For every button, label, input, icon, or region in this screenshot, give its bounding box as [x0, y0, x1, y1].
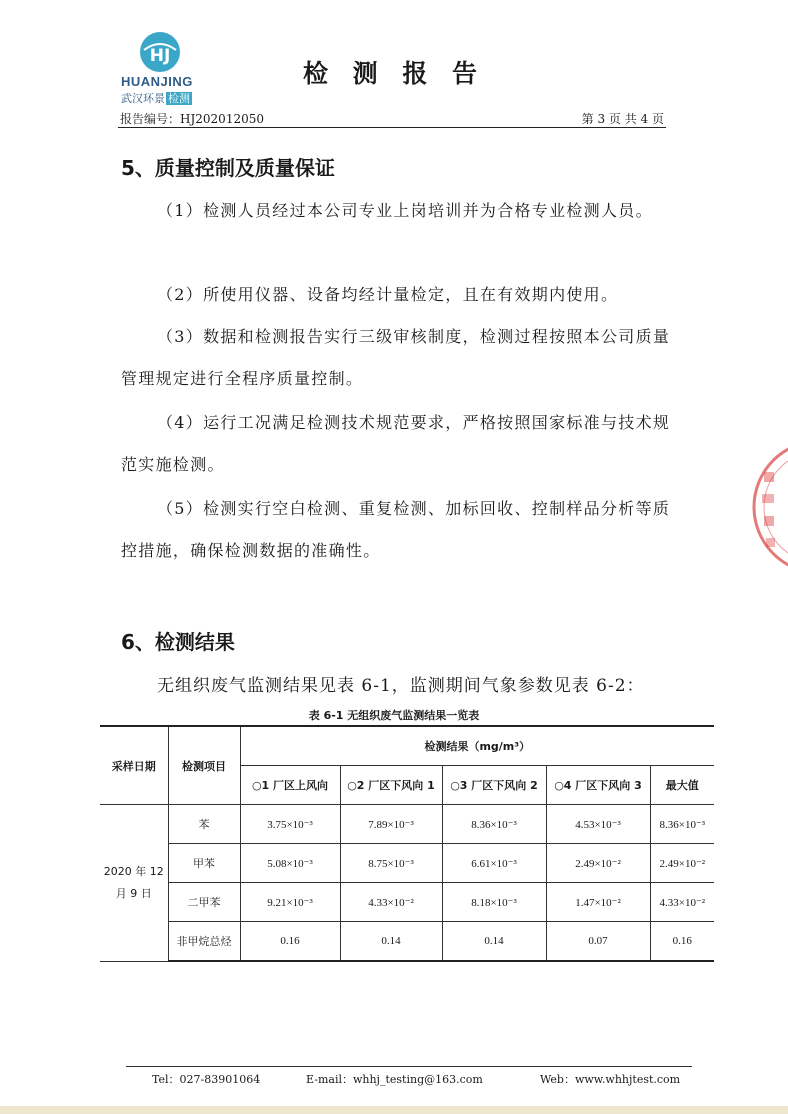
- scan-edge: [0, 1106, 788, 1114]
- footer-divider: [126, 1066, 692, 1067]
- value-cell: 7.89×10⁻³: [340, 805, 442, 844]
- value-cell: 4.53×10⁻³: [546, 805, 650, 844]
- header-point-2: ○2 厂区下风向 1: [340, 766, 442, 805]
- table-row: [100, 922, 714, 962]
- footer-web: Web：www.whhjtest.com: [540, 1073, 681, 1086]
- footer-email: E-mail：whhj_testing@163.com: [306, 1073, 483, 1086]
- table-caption: 表 6-1 无组织废气监测结果一览表: [308, 709, 480, 722]
- logo-english-name: HUANJING: [121, 74, 193, 89]
- logo-tag: 检测: [168, 92, 190, 105]
- table-row: [100, 883, 714, 922]
- value-cell: 0.14: [340, 922, 442, 962]
- value-cell: 1.47×10⁻²: [546, 883, 650, 922]
- header-point-3: ○3 厂区下风向 2: [442, 766, 546, 805]
- item-cell: 非甲烷总烃: [168, 922, 240, 962]
- value-cell: 0.14: [442, 922, 546, 962]
- qc-paragraph-1: （1）检测人员经过本公司专业上岗培训并为合格专业检测人员。: [157, 201, 653, 220]
- results-table: [100, 725, 714, 962]
- value-cell: 0.16: [240, 922, 340, 962]
- value-cell: 3.75×10⁻³: [240, 805, 340, 844]
- header-max-value: 最大值: [650, 766, 714, 805]
- max-value-cell: 2.49×10⁻²: [650, 844, 714, 883]
- item-cell: 苯: [168, 805, 240, 844]
- max-value-cell: 0.16: [650, 922, 714, 962]
- logo-chinese-name: 武汉环景 检测: [121, 92, 190, 105]
- value-cell: 0.07: [546, 922, 650, 962]
- red-seal-icon: [750, 432, 788, 582]
- value-cell: 8.36×10⁻³: [442, 805, 546, 844]
- value-cell: 8.75×10⁻³: [340, 844, 442, 883]
- value-cell: 5.08×10⁻³: [240, 844, 340, 883]
- section-6-title: 6、检测结果: [121, 630, 235, 654]
- qc-paragraph-4: （4）运行工况满足检测技术规范要求，严格按照国家标准与技术规范实施检测。: [121, 413, 671, 474]
- document-title: 检 测 报 告: [302, 59, 486, 88]
- header-sampling-date: 采样日期: [100, 726, 168, 805]
- value-cell: 2.49×10⁻²: [546, 844, 650, 883]
- max-value-cell: 8.36×10⁻³: [650, 805, 714, 844]
- value-cell: 8.18×10⁻³: [442, 883, 546, 922]
- table-row: [100, 844, 714, 883]
- header-point-4: ○4 厂区下风向 3: [546, 766, 650, 805]
- sampling-date-cell: 2020 年 12 月 9 日: [100, 805, 168, 962]
- value-cell: 6.61×10⁻³: [442, 844, 546, 883]
- value-cell: 9.21×10⁻³: [240, 883, 340, 922]
- qc-paragraph-3: （3）数据和检测报告实行三级审核制度，检测过程按照本公司质量管理规定进行全程序质量控制。: [121, 327, 671, 388]
- header-test-item: 检测项目: [168, 726, 240, 805]
- page-number: 第 3 页 共 4 页: [581, 112, 664, 126]
- max-value-cell: 4.33×10⁻²: [650, 883, 714, 922]
- results-intro: 无组织废气监测结果见表 6-1，监测期间气象参数见表 6-2：: [157, 676, 645, 696]
- footer-tel: Tel：027-83901064: [152, 1073, 261, 1086]
- table-row: [100, 805, 714, 844]
- value-cell: 4.33×10⁻²: [340, 883, 442, 922]
- header-point-1: ○1 厂区上风向: [240, 766, 340, 805]
- svg-text:HJ: HJ: [149, 46, 171, 66]
- section-5-title: 5、质量控制及质量保证: [121, 156, 335, 180]
- item-cell: 甲苯: [168, 844, 240, 883]
- table-header-row: [100, 726, 714, 766]
- report-number: 报告编号：HJ202012050: [120, 112, 264, 126]
- qc-paragraph-2: （2）所使用仪器、设备均经计量检定，且在有效期内使用。: [157, 285, 619, 304]
- item-cell: 二甲苯: [168, 883, 240, 922]
- header-test-result: 检测结果（mg/m³）: [240, 726, 714, 766]
- qc-paragraph-5: （5）检测实行空白检测、重复检测、加标回收、控制样品分析等质控措施，确保检测数据的准确性。: [121, 499, 671, 560]
- header-divider: [118, 127, 666, 128]
